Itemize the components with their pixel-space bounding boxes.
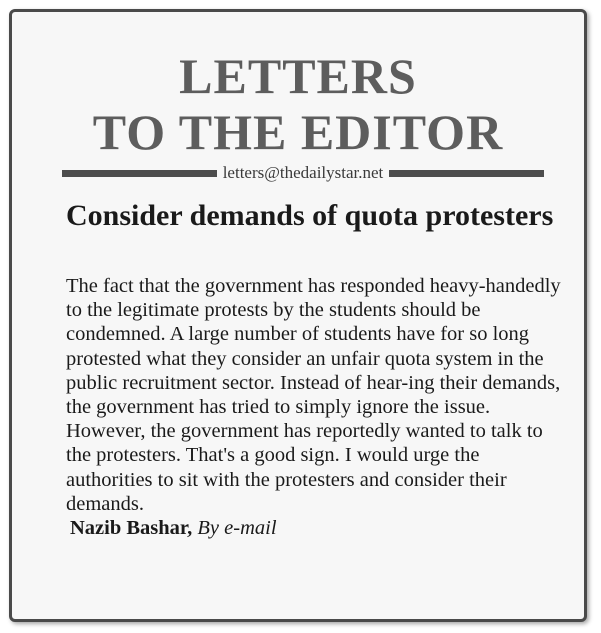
masthead-line-2: TO THE EDITOR <box>92 104 504 160</box>
editor-email[interactable]: letters@thedailystar.net <box>222 163 384 182</box>
masthead <box>12 50 584 158</box>
letter-paragraph: However, the government has reportedly wanted to talk to the protesters. That's a good sign. I would urge the authorities to sit with the protesters and consider their demands. <box>66 420 543 515</box>
masthead-line-1: LETTERS <box>179 48 417 104</box>
letter-body <box>66 274 566 540</box>
letter-headline: Consider demands of quota protesters <box>66 199 554 232</box>
email-row <box>62 162 544 184</box>
author-name: Nazib Bashar, <box>70 517 193 540</box>
rule-right <box>389 170 544 177</box>
author-via: By e-mail <box>197 517 277 540</box>
rule-left <box>62 170 217 177</box>
letter-signature <box>66 516 566 540</box>
letter-paragraph: The fact that the government has responded heavy-handedly to the legitimate protests by the students should be condemned. A large number of students have for so long protested what they consider an unfair quota system in the public recruitment sector. Instead of hear-ing their demands, the government has tried to simply ignore the issue. <box>66 275 561 419</box>
letter-card <box>9 9 587 622</box>
